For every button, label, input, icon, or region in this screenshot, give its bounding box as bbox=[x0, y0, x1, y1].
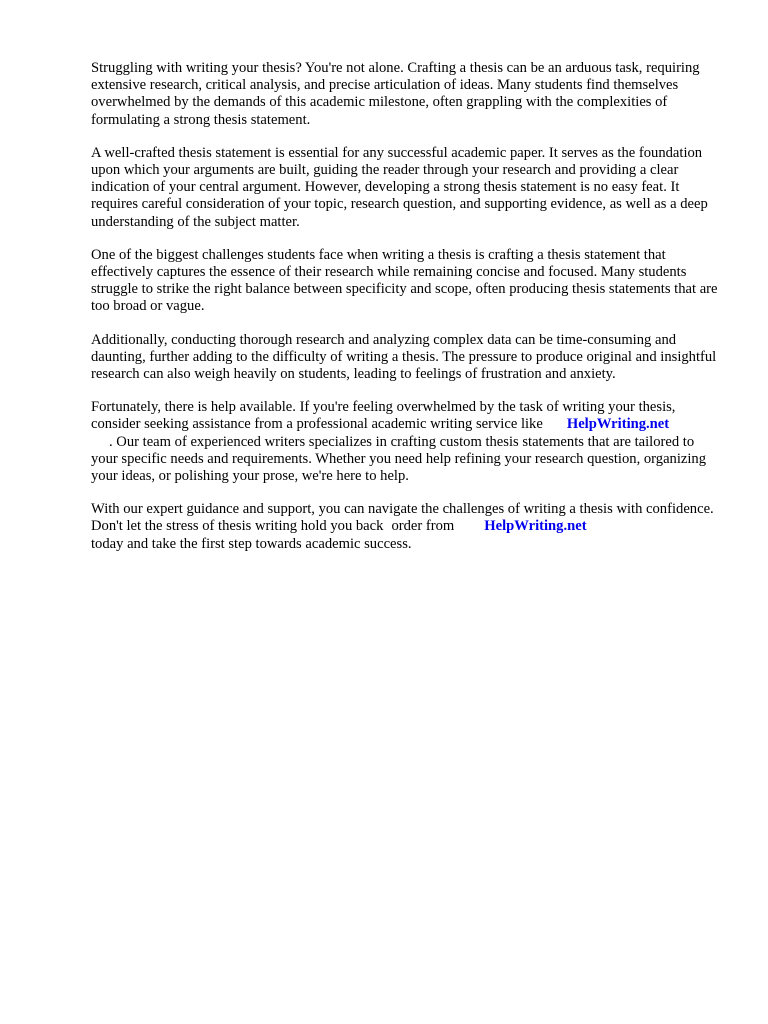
paragraph-challenges: One of the biggest challenges students face when writing a thesis is crafting a thesis statement that effectively captures the essence of their research while remaining concise and focused. Many students struggle to strike the right balance between specificity and scope, often producing thesis statements that are too broad or vague. bbox=[91, 246, 718, 315]
paragraph-help bbox=[91, 399, 721, 485]
help-text-after-link: . Our team of experienced writers specializes in crafting custom thesis statements that are tailored to your specific needs and requirements. Whether you need help refining your research question, organizing your ideas, or polishing your prose, we're here to help. bbox=[91, 433, 707, 485]
closing-order-text: order from bbox=[391, 518, 455, 535]
closing-text-before: With our expert guidance and support, you can navigate the challenges of writing a thesis with confidence. Don't let the stress of thesis writing hold you back bbox=[91, 501, 714, 535]
helpwriting-link-closing[interactable]: HelpWriting.net bbox=[484, 518, 587, 535]
paragraph-intro: Struggling with writing your thesis? You're not alone. Crafting a thesis can be an arduous task, requiring extensive research, critical analysis, and precise articulation of ideas. Many students find themselves overwhelmed by the demands of this academic milestone, often grappling with the complexities of formulating a strong thesis statement. bbox=[91, 60, 700, 128]
paragraph-thesis-statement: A well-crafted thesis statement is essential for any successful academic paper. It serves as the foundation upon which your arguments are built, guiding the reader through your research and providing a clear indication of your central argument. However, developing a strong thesis statement is no easy feat. It requires careful consideration of your topic, research question, and supporting evidence, as well as a deep understanding of the subject matter. bbox=[91, 144, 708, 230]
document-page bbox=[91, 60, 721, 569]
paragraph-closing bbox=[91, 501, 721, 553]
helpwriting-link[interactable]: HelpWriting.net bbox=[566, 416, 670, 433]
help-text-before-link: Fortunately, there is help available. If you're feeling overwhelmed by the task of writing your thesis, consider seeking assistance from a professional academic writing service like bbox=[91, 399, 676, 433]
closing-text-after: today and take the first step towards academic success. bbox=[91, 535, 412, 552]
paragraph-research: Additionally, conducting thorough research and analyzing complex data can be time-consuming and daunting, further adding to the difficulty of writing a thesis. The pressure to produce original and insightful research can also weigh heavily on students, leading to feelings of frustration and anxiety. bbox=[91, 331, 717, 383]
